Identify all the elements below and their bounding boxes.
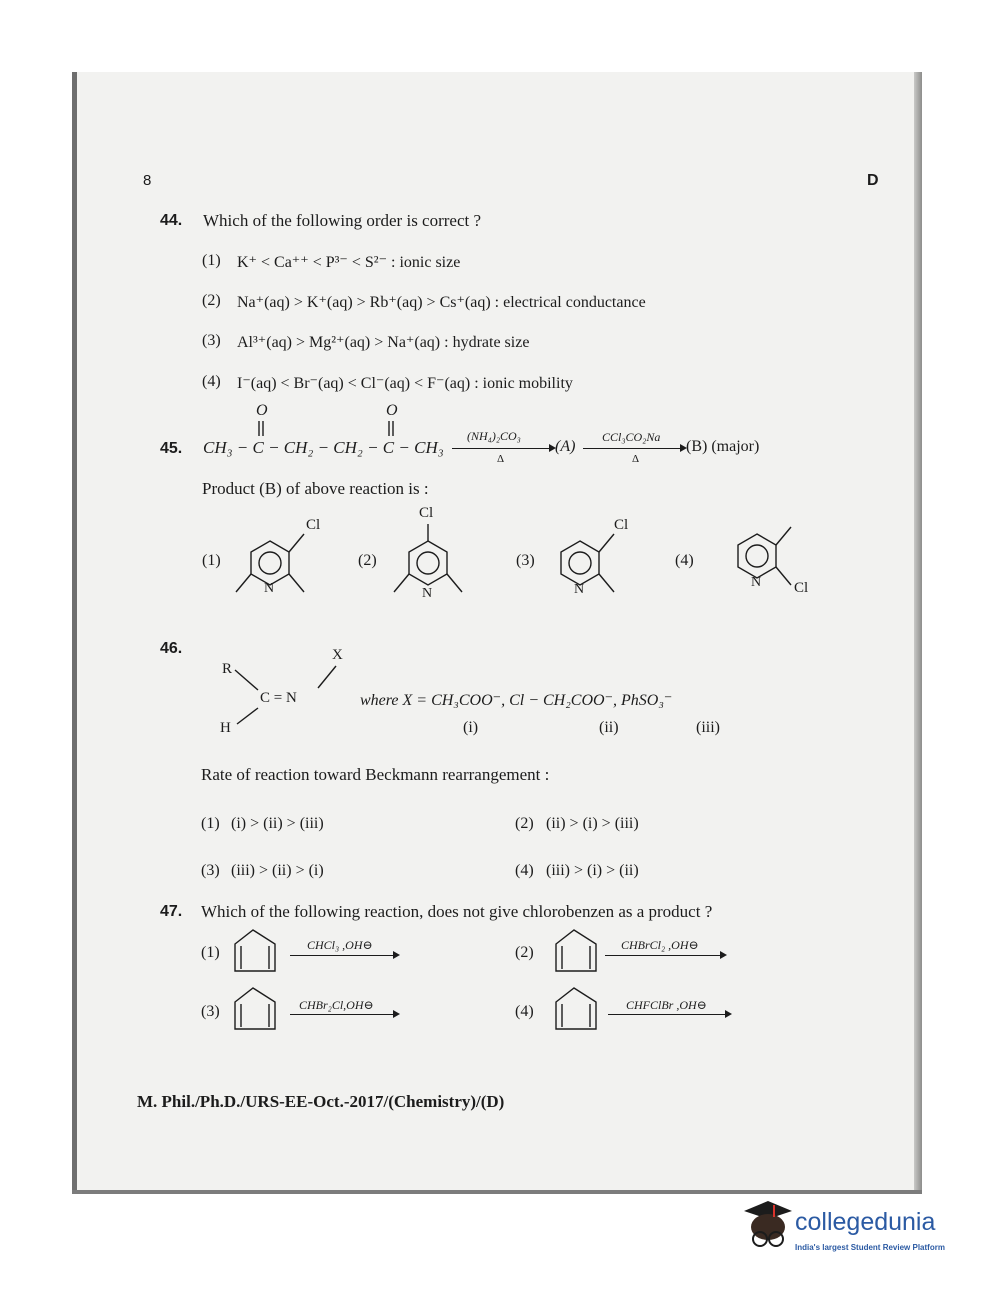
- mascot-logo-icon: [738, 1197, 794, 1259]
- q45-opt2-num: (2): [358, 552, 377, 569]
- q45-reagent1: (NH₄)₂CO₃: [467, 429, 521, 443]
- q46-opt2-text: (ii) > (i) > (iii): [546, 815, 639, 832]
- q44-opt4-num: (4): [202, 373, 221, 390]
- q45-opt2-n: N: [422, 586, 433, 601]
- q47-opt4-num: (4): [515, 1003, 534, 1020]
- q47-opt2-num: (2): [515, 944, 534, 961]
- q44-opt3-text: Al³⁺(aq) > Mg²⁺(aq) > Na⁺(aq) : hydrate size: [237, 334, 530, 351]
- q46-opt1-text: (i) > (ii) > (iii): [231, 815, 324, 832]
- q46-x: X: [332, 647, 343, 663]
- q46-opt2-num: (2): [515, 815, 534, 832]
- q47-number: 47.: [160, 903, 183, 920]
- q44-opt2-text: Na⁺(aq) > K⁺(aq) > Rb⁺(aq) > Cs⁺(aq) : electrical conductance: [237, 294, 646, 311]
- q46-prompt: Rate of reaction toward Beckmann rearrangement :: [201, 765, 550, 784]
- q46-r: R: [222, 661, 233, 677]
- q45-opt1-num: (1): [202, 552, 221, 569]
- q47-opt3-arrow: [290, 1014, 398, 1015]
- q45-opt4-num: (4): [675, 552, 694, 569]
- q45-reagent2: CCl₃CO₂Na: [602, 430, 661, 444]
- q44-question: Which of the following order is correct ?: [203, 211, 482, 230]
- page-edge-left: [72, 72, 77, 1194]
- brand-tagline: India's largest Student Review Platform: [795, 1243, 945, 1252]
- q47-opt1-reagent: CHCl₃ ,OH⊖: [307, 938, 373, 952]
- q45-reactant: CH₃ − C − CH₂ − CH₂ − C − CH₃: [203, 438, 444, 457]
- q45-heat2: Δ: [632, 453, 640, 465]
- brand-name: collegedunia: [795, 1208, 936, 1236]
- q47-opt4-arrow: [608, 1014, 730, 1015]
- q46-opt3-text: (iii) > (ii) > (i): [231, 862, 324, 879]
- q47-opt1-num: (1): [201, 944, 220, 961]
- page-edge-bottom: [72, 1190, 922, 1194]
- q45-opt3-cl: Cl: [614, 517, 629, 533]
- q44-opt1-text: K⁺ < Ca⁺⁺ < P³⁻ < S²⁻ : ionic size: [237, 254, 461, 271]
- q45-opt1-n: N: [264, 581, 275, 596]
- q46-h: H: [220, 720, 231, 736]
- q44-opt3-num: (3): [202, 332, 221, 349]
- q44-opt1-num: (1): [202, 252, 221, 269]
- q47-opt2-arrow: [605, 955, 725, 956]
- q45-arrow2: [583, 448, 685, 449]
- q46-opt1-num: (1): [201, 815, 220, 832]
- q45-opt4-n: N: [751, 575, 762, 590]
- q47-opt2-reagent: CHBrCl₂ ,OH⊖: [621, 938, 699, 952]
- q45-opt1-cl: Cl: [306, 517, 321, 533]
- q46-label-i: (i): [463, 719, 479, 736]
- q45-opt3-num: (3): [516, 552, 535, 569]
- q45-heat1: Δ: [497, 453, 505, 465]
- q45-product: (B) (major): [686, 438, 760, 455]
- q45-intermediate: (A): [555, 438, 576, 455]
- footer-code: M. Phil./Ph.D./URS-EE-Oct.-2017/(Chemistry)/(D): [137, 1092, 505, 1111]
- q46-opt3-num: (3): [201, 862, 220, 879]
- q45-number: 45.: [160, 440, 183, 457]
- q46-label-iii: (iii): [696, 719, 720, 736]
- q45-carbonyl-o-1: O: [256, 402, 268, 419]
- q46-opt4-num: (4): [515, 862, 534, 879]
- q45-prompt: Product (B) of above reaction is :: [202, 479, 429, 498]
- q45-opt3-n: N: [574, 582, 585, 597]
- q44-opt4-text: I⁻(aq) < Br⁻(aq) < Cl⁻(aq) < F⁻(aq) : ionic mobility: [237, 375, 573, 392]
- q47-opt1-arrow: [290, 955, 398, 956]
- q46-cn: C = N: [260, 690, 297, 706]
- q47-question: Which of the following reaction, does not give chlorobenzen as a product ?: [201, 902, 713, 921]
- q45-opt4-cl: Cl: [794, 580, 809, 596]
- q46-where: where X = CH₃COO⁻, Cl − CH₂COO⁻, PhSO₃⁻: [360, 692, 673, 709]
- q47-opt3-reagent: CHBr₂Cl,OH⊖: [299, 998, 374, 1012]
- page-number: 8: [143, 172, 152, 189]
- page-edge-right: [914, 72, 922, 1194]
- q47-opt4-reagent: CHFClBr ,OH⊖: [626, 998, 707, 1012]
- q44-number: 44.: [160, 212, 183, 229]
- q44-opt2-num: (2): [202, 292, 221, 309]
- q46-label-ii: (ii): [599, 719, 619, 736]
- q47-opt3-num: (3): [201, 1003, 220, 1020]
- q46-number: 46.: [160, 640, 183, 657]
- q47-structures: [0, 0, 1, 1]
- q46-opt4-text: (iii) > (i) > (ii): [546, 862, 639, 879]
- q45-carbonyl-o-2: O: [386, 402, 398, 419]
- exam-page: [72, 72, 922, 1194]
- q45-opt2-cl: Cl: [419, 505, 434, 521]
- q45-arrow1: [452, 448, 554, 449]
- set-code: D: [867, 172, 879, 189]
